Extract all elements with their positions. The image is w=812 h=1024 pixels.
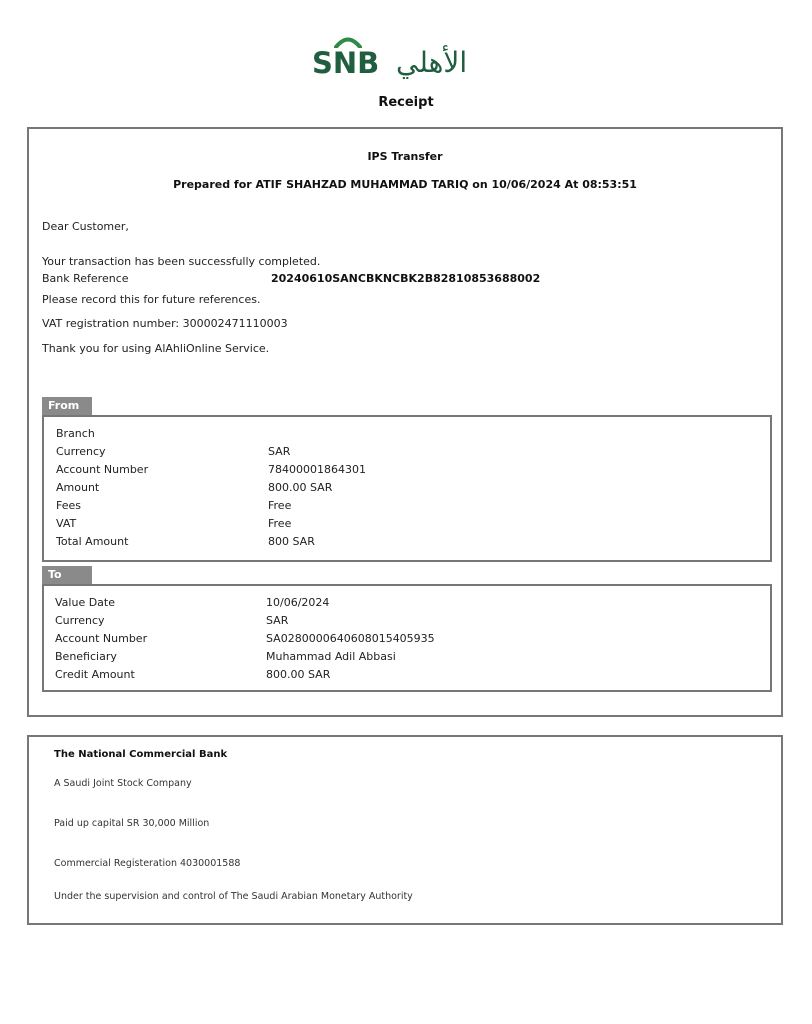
bank-reference-label: Bank Reference	[42, 272, 129, 285]
to-key: Credit Amount	[55, 668, 135, 681]
from-key: Branch	[56, 427, 95, 440]
bank-reference-value: 20240610SANCBKNCBK2B82810853688002	[271, 272, 541, 285]
from-value: Free	[268, 499, 292, 512]
to-row	[44, 650, 770, 668]
paid-up-capital: Paid up capital SR 30,000 Million	[54, 818, 210, 829]
from-key: Amount	[56, 481, 100, 494]
from-row	[44, 427, 770, 445]
to-key: Account Number	[55, 632, 148, 645]
vat-registration: VAT registration number: 300002471110003	[42, 317, 288, 330]
to-section-tab: To	[42, 566, 92, 584]
from-row	[44, 463, 770, 481]
from-key: Fees	[56, 499, 81, 512]
from-value: 800 SAR	[268, 535, 315, 548]
thanks-message: Thank you for using AlAhliOnline Service.	[42, 342, 270, 355]
to-value: SAR	[266, 614, 289, 627]
snb-logo	[312, 36, 488, 78]
supervision-note: Under the supervision and control of The Saudi Arabian Monetary Authority	[54, 891, 413, 902]
from-row	[44, 517, 770, 535]
company-type: A Saudi Joint Stock Company	[54, 778, 192, 789]
from-key: VAT	[56, 517, 77, 530]
success-message: Your transaction has been successfully completed.	[42, 255, 321, 268]
from-row	[44, 535, 770, 553]
logo-arabic-text: الأهلي	[396, 46, 468, 79]
bank-footer-box	[27, 735, 783, 925]
prepared-for: Prepared for ATIF SHAHZAD MUHAMMAD TARIQ on 10/06/2024 At 08:53:51	[173, 178, 637, 191]
to-key: Currency	[55, 614, 105, 627]
to-value: Muhammad Adil Abbasi	[266, 650, 396, 663]
to-key: Beneficiary	[55, 650, 117, 663]
transfer-type: IPS Transfer	[367, 150, 443, 163]
from-key: Account Number	[56, 463, 149, 476]
to-value: SA0280000640608015405935	[266, 632, 435, 645]
bank-name: The National Commercial Bank	[54, 749, 228, 760]
from-key: Total Amount	[56, 535, 129, 548]
to-key: Value Date	[55, 596, 115, 609]
from-row	[44, 481, 770, 499]
from-section-tab: From	[42, 397, 92, 415]
from-value: 78400001864301	[268, 463, 366, 476]
record-note: Please record this for future references.	[42, 293, 261, 306]
to-row	[44, 632, 770, 650]
page-title: Receipt	[378, 95, 434, 110]
from-key: Currency	[56, 445, 106, 458]
commercial-registration: Commercial Registeration 4030001588	[54, 858, 241, 869]
from-row	[44, 499, 770, 517]
to-section-box	[42, 584, 772, 692]
to-row	[44, 596, 770, 614]
receipt-main-box	[27, 127, 783, 717]
from-row	[44, 445, 770, 463]
to-value: 10/06/2024	[266, 596, 330, 609]
to-row	[44, 614, 770, 632]
from-value: Free	[268, 517, 292, 530]
to-row	[44, 668, 770, 686]
greeting: Dear Customer,	[42, 220, 129, 233]
from-value: SAR	[268, 445, 291, 458]
from-value: 800.00 SAR	[268, 481, 333, 494]
to-value: 800.00 SAR	[266, 668, 331, 681]
logo-latin-text: SNB	[312, 46, 380, 80]
from-section-box	[42, 415, 772, 562]
